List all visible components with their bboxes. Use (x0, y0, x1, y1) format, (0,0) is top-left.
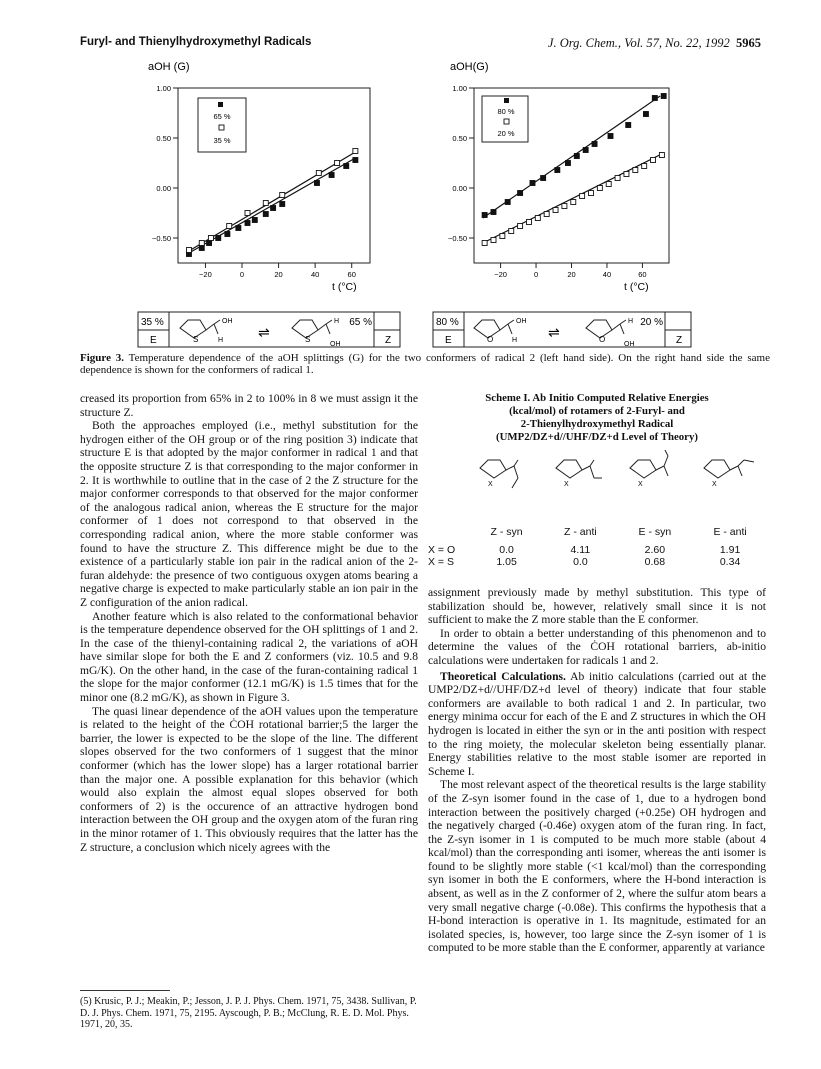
table-row (428, 544, 768, 556)
right-chart (448, 61, 669, 293)
right-data-point (652, 96, 657, 101)
scheme-title-line: 2-Thienylhydroxymethyl Radical (520, 418, 674, 430)
bond (206, 324, 214, 330)
furan-z-structure (586, 320, 626, 338)
right-data-point (555, 168, 560, 173)
right-data-point (518, 191, 523, 196)
right-data-point (661, 94, 666, 99)
scheme-structures (428, 450, 768, 510)
left-ytick-label: 0.50 (156, 134, 171, 143)
right-oh-label: OH (516, 318, 527, 325)
bond (656, 466, 664, 470)
left-conf-right: Z (385, 335, 392, 346)
bond (590, 460, 594, 466)
left-data-point (329, 173, 334, 178)
right-data-point (482, 213, 487, 218)
right-structure-strip (433, 312, 691, 348)
right-pct-right: 20 % (640, 317, 663, 328)
left-legend-65: 65 % (213, 112, 231, 121)
table-cell: 0.0 (573, 556, 588, 568)
left-legend-open-marker (219, 125, 224, 130)
left-legend-filled-marker (218, 102, 223, 107)
right-data-point (608, 134, 613, 139)
left-ylabel: aOH (G) (148, 61, 190, 73)
left-data-point (280, 193, 285, 198)
bond (512, 478, 518, 488)
right-ytick-label: −0.50 (448, 234, 467, 243)
left-h-label-2: H (334, 318, 340, 325)
left-data-point (186, 248, 191, 253)
left-chart (148, 61, 370, 293)
bond (744, 460, 754, 462)
furan-e-structure (474, 320, 514, 338)
paragraph: assignment previously made by methyl substitution. This type of stabilization should be, however, relatively small since it is not sufficient to make the Z more stable than the E conformer. (428, 586, 766, 627)
figure-3 (0, 0, 821, 350)
left-hetero-2: S (305, 335, 311, 344)
left-data-point (314, 181, 319, 186)
thiophene-z-structure (292, 320, 332, 338)
right-legend-filled-marker (504, 98, 509, 103)
right-data-point (500, 234, 505, 239)
paragraph: Both the approaches employed (i.e., methyl substitution for the hydrogen either of the OH group or of the ring position 3) indicate that structure E is that adopted by the major conformer in radical 1 and that the opposite structure Z is that corresponding to the major conformer in 2. It is worthwhile to outline that in the case of 2 the Z structure for the major conformer corresponds to that observed for the major conformer of the analogous radical anion, whereas the E structure for the major conformer of 1 does not correspond to that observed in the corresponding radical anion, where the more stable conformer was found to have the structure Z. This difference might be due to the existence of a particularly stable ion pair in the radical anion of the 2-furan aldehyde: the presence of two contiguous oxygen atoms bearing a negative charge is expected to make particularly stable an ion pair in the Z configuration of the anion radical. (80, 419, 418, 609)
left-xtick-label: 60 (347, 270, 356, 279)
scheme-title-line: (kcal/mol) of rotamers of 2-Furyl- and (509, 405, 685, 417)
left-legend-35: 35 % (213, 136, 231, 145)
left-data-point (216, 236, 221, 241)
row-label: X = O (428, 544, 456, 556)
ring-shape (630, 460, 656, 478)
right-data-point (642, 164, 647, 169)
left-xlabel: t (°C) (332, 281, 357, 293)
table-cell: 1.91 (719, 544, 741, 556)
paragraph (428, 670, 766, 779)
bond (738, 466, 742, 476)
column-header: E - syn (638, 526, 672, 538)
left-xtick-label: 0 (239, 270, 245, 279)
left-data-point (227, 224, 232, 229)
right-data-point (505, 200, 510, 205)
e-anti-structure (704, 460, 754, 478)
bond-h (214, 324, 218, 334)
table-cell: 0.34 (719, 556, 741, 568)
left-data-point (263, 212, 268, 217)
right-xtick-label: 0 (533, 270, 539, 279)
bond (590, 466, 594, 478)
right-plot-marks (448, 84, 666, 279)
bond-oh (214, 320, 220, 324)
column-header: E - anti (713, 526, 747, 538)
right-data-point (651, 158, 656, 163)
bond (318, 324, 326, 330)
right-data-point (583, 148, 588, 153)
table-cell: 4.11 (570, 544, 591, 556)
right-h-label-2: H (628, 318, 634, 325)
left-conf-left: E (150, 335, 157, 346)
right-data-point (643, 112, 648, 117)
equilibrium-arrow-right: ⇌ (548, 324, 560, 340)
bond-oh (508, 320, 514, 324)
right-legend-20: 20 % (497, 129, 515, 138)
left-data-point (252, 218, 257, 223)
right-data-point (597, 186, 602, 191)
footnote-rule (80, 990, 170, 991)
right-data-point (574, 154, 579, 159)
left-h-label: H (218, 337, 224, 344)
right-oh-label-2: OH (624, 341, 635, 348)
right-data-point (526, 220, 531, 225)
scheme-energy-table (428, 526, 768, 568)
ring-shape (704, 460, 730, 478)
left-data-point (271, 206, 276, 211)
right-data-point (482, 241, 487, 246)
right-xlabel: t (°C) (624, 281, 649, 293)
caption-label: Figure 3. (80, 352, 125, 364)
bond (730, 466, 738, 470)
right-data-point (530, 181, 535, 186)
left-data-point (199, 241, 204, 246)
bond (664, 466, 668, 476)
left-pct-right: 65 % (349, 317, 372, 328)
z-anti-structure (556, 460, 602, 478)
table-row (428, 556, 768, 568)
left-data-point (245, 221, 250, 226)
bond (664, 450, 668, 456)
left-structure-strip (138, 312, 400, 348)
table-cell: 2.60 (644, 544, 666, 556)
bond-oh (620, 324, 624, 334)
left-oh-label: OH (222, 318, 233, 325)
bond-oh (326, 324, 330, 334)
right-data-point (535, 216, 540, 221)
right-xtick-label: 40 (602, 270, 612, 279)
right-data-point (518, 224, 523, 229)
ring-shape (556, 460, 582, 478)
paragraph: The quasi linear dependence of the aOH values upon the temperature is related to the height of the ĊOH rotational barrier;5 the larger the barrier, the lower is expected to be the slope of the line. The different slopes observed for the two conformers of 1 suggest that the minor conformer (which has the lower slope) has a larger rotational barrier than the major one. A possible explanation for this behavior (which would also explain the almost equal slopes observed for both conformers of 2) is the occurence of an attractive hydrogen bond interaction between the OH group and the oxygen atom of the furan ring in the minor rotamer of 1. This obviously requires that the latter has the Z structure, a conclusion which nicely agrees with the (80, 704, 418, 854)
right-data-point (626, 123, 631, 128)
bond (582, 466, 590, 470)
right-hetero-1: O (487, 335, 494, 344)
right-hetero-2: O (599, 335, 606, 344)
column-header: Z - syn (490, 526, 523, 538)
figure-caption (80, 352, 770, 376)
right-conf-right: Z (676, 335, 683, 346)
left-data-point (199, 246, 204, 251)
right-data-point (615, 176, 620, 181)
scheme-title-line: (UMP2/DZ+d//UHF/DZ+d Level of Theory) (496, 431, 698, 443)
left-data-point (316, 171, 321, 176)
thiophene-e-structure (180, 320, 220, 338)
left-data-point (245, 211, 250, 216)
right-column (428, 586, 766, 955)
bond (612, 324, 620, 330)
left-column (80, 392, 418, 854)
bond-h (326, 320, 332, 324)
z-syn-structure (480, 460, 518, 488)
section-heading: Theoretical Calculations. (440, 669, 566, 683)
right-data-point (491, 238, 496, 243)
table-cell: 0.0 (499, 544, 514, 556)
bond (664, 456, 668, 466)
page-number: 5965 (736, 36, 761, 50)
row-label: X = S (428, 556, 454, 568)
left-oh-label-2: OH (330, 341, 341, 348)
scheme-title-line: Scheme I. Ab Initio Computed Relative Energies (485, 392, 709, 404)
ring-shape (480, 460, 506, 478)
left-ytick-label: 1.00 (156, 84, 171, 93)
right-ytick-label: 0.00 (452, 184, 467, 193)
left-data-point (353, 149, 358, 154)
right-data-point (562, 204, 567, 209)
x-label: X (712, 481, 717, 488)
right-data-point (580, 194, 585, 199)
right-legend-open-marker (504, 119, 509, 124)
left-ytick-label: −0.50 (152, 234, 171, 243)
right-data-point (544, 212, 549, 217)
left-data-point (207, 241, 212, 246)
bond (514, 460, 518, 466)
right-conf-left: E (445, 335, 452, 346)
right-data-point (606, 182, 611, 187)
bond (500, 324, 508, 330)
right-data-point (571, 200, 576, 205)
right-pct-left: 80 % (436, 317, 459, 328)
paragraph-text: Ab initio calculations (carried out at the UMP2/DZ+d//UHF/DZ+d level of theory) indicate that four stable conformers are available to both radical 1 and 2. In particular, two energy minima occur for each of the E and Z structures in which the OH hydrogen is located in either the syn or in the anti position with respect to the ring moiety, the molecular skeleton being essentially planar. Energy stabilities relative to the most stable isomer are reported in Scheme I. (428, 669, 767, 778)
bond (738, 460, 744, 466)
right-data-point (553, 208, 558, 213)
right-xtick-label: −20 (494, 270, 507, 279)
table-cell: 0.68 (644, 556, 666, 568)
right-legend-80: 80 % (497, 107, 515, 116)
journal-name: J. Org. Chem., (547, 36, 622, 50)
right-data-point (633, 168, 638, 173)
right-data-point (541, 176, 546, 181)
right-data-point (589, 191, 594, 196)
right-h-label: H (512, 337, 518, 344)
right-data-point (659, 153, 664, 158)
left-ytick-label: 0.00 (156, 184, 171, 193)
caption-text: Temperature dependence of the aOH splittings (G) for the two conformers of radical 2 (left hand side). On the right hand side the same dependence is shown for the conformers of radical 1. (80, 352, 770, 376)
right-ytick-label: 0.50 (452, 134, 467, 143)
left-data-point (353, 158, 358, 163)
left-xtick-label: −20 (199, 270, 212, 279)
scheme-title (428, 392, 766, 444)
right-ylabel: aOH(G) (450, 61, 489, 73)
left-data-point (236, 226, 241, 231)
x-label: X (564, 481, 569, 488)
paragraph: Another feature which is also related to the conformational behavior is the temperature dependence observed for the OH splittings of 1 and 2. In the case of the thienyl-containing radical 2, the variations of aOH have similar slope for both the E and Z conformers (viz. 10.5 and 9.8 mG/K). On the other hand, in the case of the furan-containing radical 1 the slope for the major conformer (12.1 mG/K) is 1.5 times that for the minor one (8.2 mG/K), as shown in Figure 3. (80, 609, 418, 705)
left-data-point (263, 201, 268, 206)
journal-volume: Vol. 57, No. 22, 1992 (624, 36, 730, 50)
x-label: X (638, 481, 643, 488)
left-plot-marks (152, 84, 358, 279)
table-cell: 1.05 (496, 556, 517, 568)
equilibrium-arrow-left: ⇌ (258, 324, 270, 340)
paragraph: In order to obtain a better understanding of this phenomenon and to determine the values of the ĊOH rotational barriers, ab-initio calculations were undertaken for radicals 1 and 2. (428, 626, 766, 667)
left-data-point (344, 164, 349, 169)
left-data-point (208, 236, 213, 241)
right-data-point (624, 172, 629, 177)
left-data-point (225, 232, 230, 237)
running-title: Furyl- and Thienylhydroxymethyl Radicals (80, 36, 312, 48)
left-pct-left: 35 % (141, 317, 164, 328)
left-data-point (280, 202, 285, 207)
right-data-point (491, 210, 496, 215)
right-xtick-label: 20 (567, 270, 576, 279)
column-header: Z - anti (564, 526, 597, 538)
right-data-point (592, 142, 597, 147)
paragraph: The most relevant aspect of the theoretical results is the large stability of the Z-syn isomer found in the case of 1, due to a hydrogen bond interaction between the positively charged (+0.25e) OH hydrogen and the negatively charged (-0.46e) oxygen atom of the furan ring. In fact, the Z-syn isomer in 1 is computed to be much more stable (about 4 kcal/mol) than the corresponding anti isomer, whereas the anti isomer is found to be slightly more stable (<1 kcal/mol) than the corresponding syn isomer in both the E conformers, where the H-bond interaction is absent, as well as in the Z conformer of 2, where the sulfur atom bears a very small negative charge (-0.08e). This confirms the hypothesis that a H-bond interaction is operative in 1. Its magnitude, estimated for an isolated species, is, however, too large since the Z-syn isomer of 1 is computed to be more stable than the E conformer, apparently at variance (428, 778, 766, 955)
bond-h (508, 324, 512, 334)
left-xtick-label: 20 (274, 270, 283, 279)
bond (514, 466, 518, 478)
bond-h (620, 320, 626, 324)
right-ytick-label: 1.00 (452, 84, 467, 93)
left-hetero-1: S (193, 335, 199, 344)
right-data-point (565, 161, 570, 166)
e-syn-structure (630, 450, 668, 478)
right-data-point (509, 229, 514, 234)
bond (506, 466, 514, 470)
paragraph: creased its proportion from 65% in 2 to 100% in 8 we must assign it the structure Z. (80, 392, 418, 419)
footnote: (5) Krusic, P. J.; Meakin, P.; Jesson, J. P. J. Phys. Chem. 1971, 75, 3438. Sullivan, P. D. J. Phys. Chem. 1971, 75, 2195. Ayscough, P. B.; McClung, R. E. D. Mol. Phys. 1971, 20, 35. (80, 996, 417, 1031)
x-label: X (488, 481, 493, 488)
right-xtick-label: 60 (638, 270, 647, 279)
left-xtick-label: 40 (310, 270, 320, 279)
table-header-row (428, 526, 768, 538)
left-data-point (335, 161, 340, 166)
